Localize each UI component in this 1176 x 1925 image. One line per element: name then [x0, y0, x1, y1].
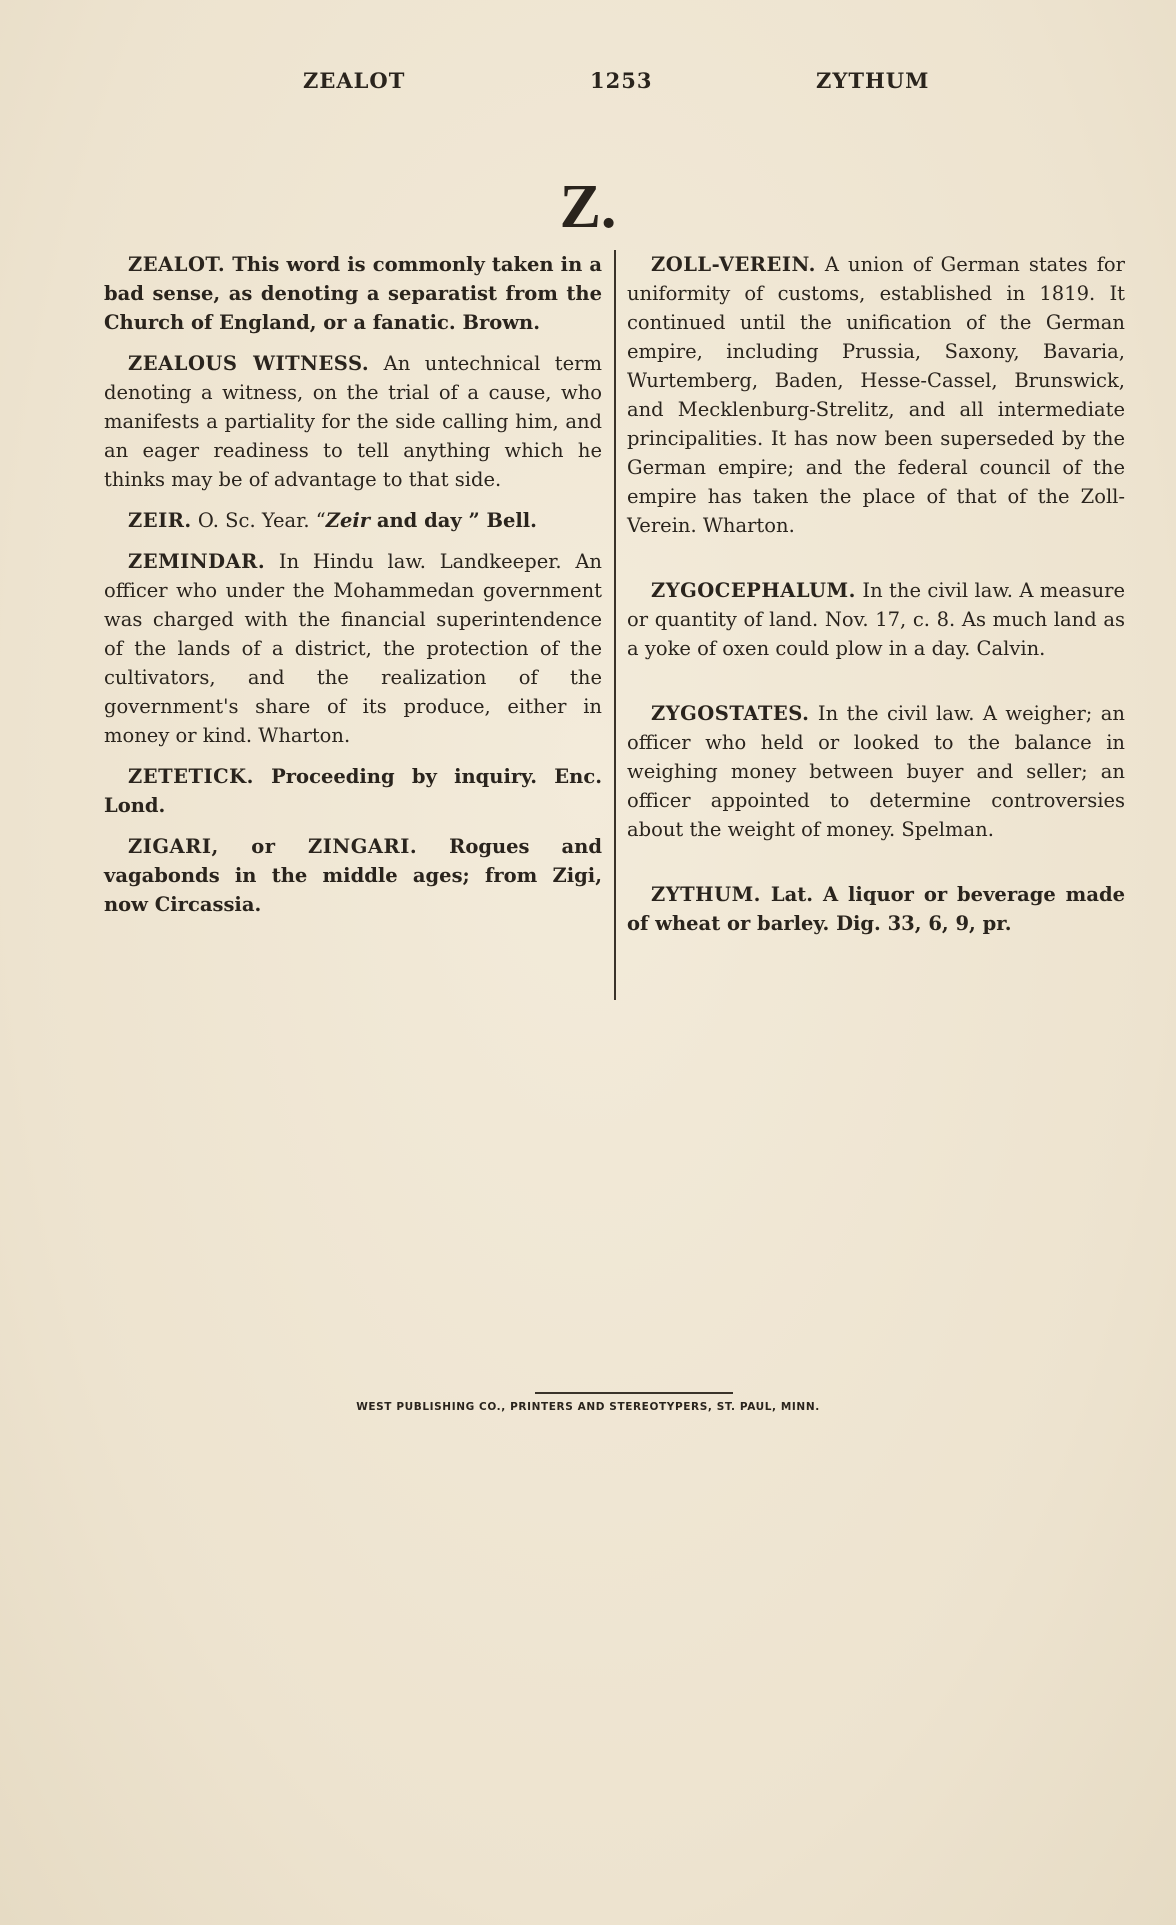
entry-headword: ZEMINDAR.: [128, 550, 266, 573]
entry-headword: ZETETICK.: [128, 765, 254, 788]
entry-definition: An untechnical term denoting a witness, on the trial of a cause, who manifests a partiality for the side calling him, and an eager readiness to tell anything which he thinks may be of advantage to that side.: [104, 352, 602, 491]
entry-headword: ZEALOT.: [128, 253, 226, 276]
footer-rule: [535, 1392, 733, 1394]
entry-headword: ZOLL-VEREIN.: [651, 253, 816, 276]
entry-headword: ZEALOUS WITNESS.: [128, 352, 370, 375]
running-head: [0, 68, 1176, 98]
entry-definition: In the civil law. A measure or quantity of land. Nov. 17, c. 8. As much land as a yoke of oxen could plow in a day. Calvin.: [627, 579, 1125, 660]
entry-zemindar: [104, 547, 602, 750]
entry-zeir: [104, 506, 602, 535]
entry-zetetick: [104, 762, 602, 820]
right-column: [627, 250, 1125, 950]
entry-zealot: [104, 250, 602, 337]
entry-zythum: [627, 880, 1125, 938]
entry-headword: ZYGOSTATES.: [651, 702, 810, 725]
entry-zigari: [104, 832, 602, 919]
entry-zoll-verein: [627, 250, 1125, 540]
entry-zygocephalum: [627, 576, 1125, 663]
entry-headword: ZYGOCEPHALUM.: [651, 579, 856, 602]
running-head-first-word: ZEALOT: [303, 68, 406, 93]
left-column: [104, 250, 602, 931]
entry-zygostates: [627, 699, 1125, 844]
printer-imprint: WEST PUBLISHING CO., PRINTERS AND STEREOTYPERS, ST. PAUL, MINN.: [356, 1401, 820, 1413]
entry-headword: ZIGARI, or ZINGARI.: [128, 835, 418, 858]
entry-quoted-term: Zeir: [325, 509, 371, 532]
entry-headword: ZEIR.: [128, 509, 192, 532]
page-number: 1253: [590, 68, 653, 93]
column-divider: [614, 250, 616, 1000]
entry-definition-cont: and day ” Bell.: [370, 509, 537, 532]
entry-definition: In Hindu law. Landkeeper. An officer who under the Mohammedan government was charged with the financial superintendence of the lands of a district, the protection of the cultivators, and the realization of the government's share of its produce, either in money or kind. Wharton.: [104, 550, 602, 747]
entry-definition: Rogues and vagabonds in the middle ages; from Zigi, now Circassia.: [104, 835, 602, 916]
entry-headword: ZYTHUM.: [651, 883, 761, 906]
entry-definition: A union of German states for uniformity of customs, established in 1819. It continued until the unification of the German empire, including Prussia, Saxony, Bavaria, Wurtemberg, Baden, Hesse-Cassel, Brunswick, and Mecklenburg-Strelitz, and all intermediate principalities. It has now been superseded by the German empire; and the federal council of the empire has taken the place of that of the Zoll-Verein. Wharton.: [627, 253, 1125, 537]
entry-definition: Lat. A liquor or beverage made of wheat or barley. Dig. 33, 6, 9, pr.: [627, 883, 1125, 935]
entry-definition: Proceeding by inquiry. Enc. Lond.: [104, 765, 602, 817]
entry-definition: O. Sc. Year. “: [191, 509, 326, 532]
section-letter: Z.: [559, 173, 617, 241]
entry-definition: This word is commonly taken in a bad sense, as denoting a separatist from the Church of England, or a fanatic. Brown.: [104, 253, 602, 334]
entry-definition: In the civil law. A weigher; an officer who held or looked to the balance in weighing money between buyer and seller; an officer appointed to determine controversies about the weight of money. Spelman.: [627, 702, 1125, 841]
running-head-last-word: ZYTHUM: [816, 68, 930, 93]
entry-zealous-witness: [104, 349, 602, 494]
